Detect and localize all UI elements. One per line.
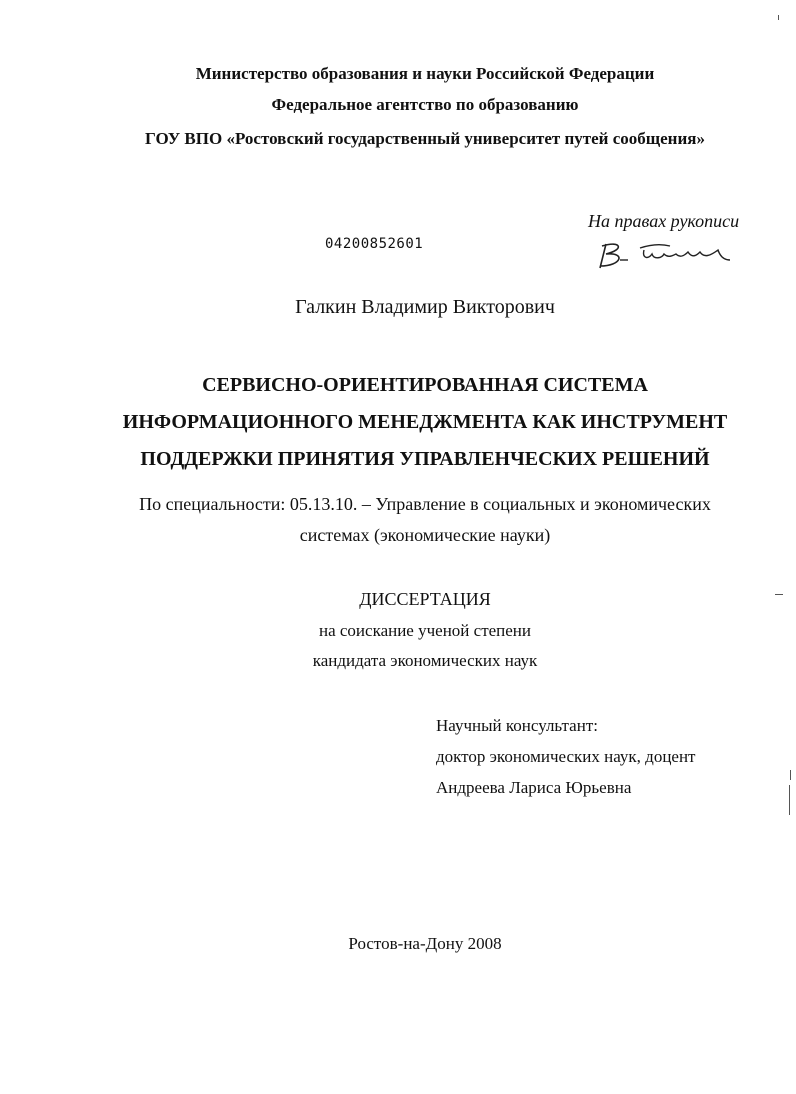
advisor-credentials: доктор экономических наук, доцент [436, 747, 696, 766]
author-name: Галкин Владимир Викторович [295, 296, 555, 318]
scan-speck [789, 785, 790, 815]
ministry-line: Министерство образования и науки Российской Федерации [195, 64, 655, 83]
title-line-3: ПОДДЕРЖКИ ПРИНЯТИЯ УПРАВЛЕНЧЕСКИХ РЕШЕНИЙ [140, 448, 710, 470]
advisor-label: Научный консультант: [436, 716, 598, 735]
agency-line: Федеральное агентство по образованию [271, 95, 579, 114]
specialty-line-1: По специальности: 05.13.10. – Управление в социальных и экономических [139, 494, 711, 514]
document-type: ДИССЕРТАЦИЯ [359, 589, 491, 609]
place-year: Ростов-на-Дону 2008 [348, 934, 502, 953]
specialty-line-2: системах (экономические науки) [299, 525, 551, 545]
scan-speck [778, 15, 779, 20]
advisor-name: Андреева Лариса Юрьевна [436, 778, 632, 797]
university-line: ГОУ ВПО «Ростовский государственный университет путей сообщения» [145, 129, 705, 148]
title-line-1: СЕРВИСНО-ОРИЕНТИРОВАННАЯ СИСТЕМА [202, 374, 648, 396]
signature [592, 238, 742, 274]
degree-line-2: кандидата экономических наук [312, 651, 538, 670]
title-line-2: ИНФОРМАЦИОННОГО МЕНЕДЖМЕНТА КАК ИНСТРУМЕНТ [122, 411, 728, 433]
catalog-number: 04200852601 [325, 236, 424, 252]
manuscript-note: На правах рукописи [588, 211, 740, 231]
degree-line-1: на соискание ученой степени [318, 621, 532, 640]
scan-speck [790, 770, 791, 780]
scan-speck [775, 594, 783, 595]
